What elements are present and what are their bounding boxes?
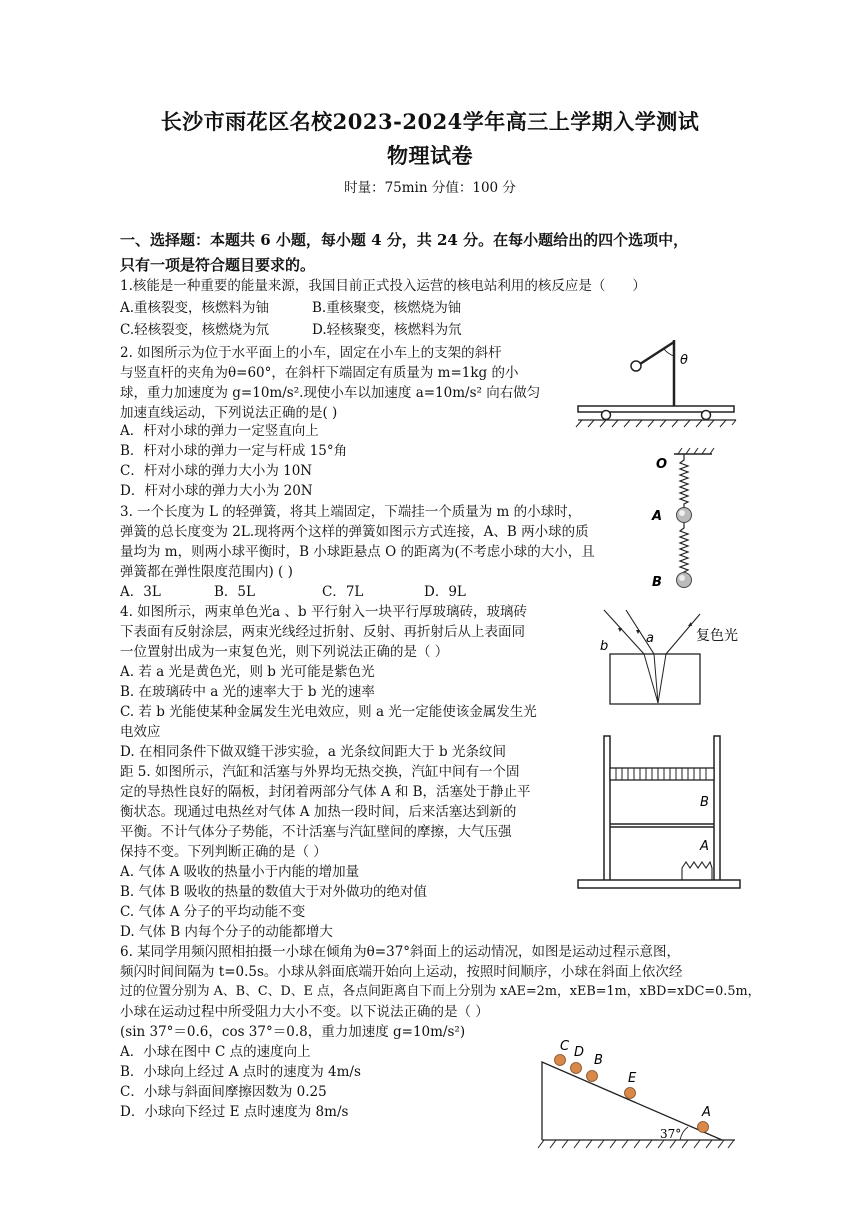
q3-option-c: C．7L: [322, 584, 364, 600]
q5-option-d: D. 气体 B 内每个分子的动能都增大: [120, 924, 333, 940]
q4-stem-line: 下表面有反射涂层，两束光线经过折射、反射、再折射后从上表面同: [120, 624, 525, 640]
q3-label-o: O: [656, 457, 668, 472]
q2-cart-figure: [574, 330, 744, 430]
q5-stem-line: 衡状态。现通过电热丝对气体 A 加热一段时间，后来活塞达到新的: [120, 804, 517, 820]
q4-glass-figure: [592, 606, 762, 708]
q5-stem-line: 平衡。不计气体分子势能，不计活塞与汽缸壁间的摩擦，大气压强: [120, 824, 512, 840]
q5-stem-line: 保持不变。下列判断正确的是（ ）: [120, 844, 327, 860]
section-heading-cont: 只有一项是符合题目要求的。: [120, 256, 316, 274]
q6-label-a: A: [702, 1105, 711, 1120]
q3-stem-line: 3. 一个长度为 L 的轻弹簧，将其上端固定，下端挂一个质量为 m 的小球时，: [120, 504, 582, 520]
q4-option-d: D. 在相同条件下做双缝干涉实验，a 光条纹间距大于 b 光条纹间: [120, 744, 506, 760]
q3-stem-line: 弹簧的总长度变为 2L.现将两个这样的弹簧如图示方式连接，A、B 两小球的质: [120, 524, 589, 540]
q2-option-a: A．杆对小球的弹力一定竖直向上: [120, 423, 319, 439]
q4-stem-line: 4. 如图所示，两束单色光a 、b 平行射入一块平行厚玻璃砖，玻璃砖: [120, 604, 527, 620]
q5-cylinder-figure: [574, 732, 744, 892]
q5-label-a: A: [700, 839, 709, 854]
q5-stem-line: 距 5. 如图所示，汽缸和活塞与外界均无热交换，汽缸中间有一个固: [120, 764, 520, 780]
q6-option-d: D．小球向下经过 E 点时速度为 8m/s: [120, 1104, 349, 1120]
q1-option-c: C.轻核裂变，核燃烧为氘: [120, 322, 270, 338]
exam-subject-title: 物理试卷: [387, 143, 473, 168]
q6-label-d: D: [574, 1045, 585, 1060]
exam-title: 长沙市雨花区名校2023-2024学年高三上学期入学测试: [160, 109, 700, 134]
q6-label-e: E: [628, 1071, 637, 1086]
q5-option-b: B. 气体 B 吸收的热量的数值大于对外做功的绝对值: [120, 884, 428, 900]
q4-label-b: b: [600, 639, 609, 654]
q5-option-a: A. 气体 A 吸收的热量小于内能的增加量: [120, 864, 360, 880]
q6-option-b: B．小球向上经过 A 点时的速度为 4m/s: [120, 1064, 361, 1080]
q6-angle-label: 37°: [660, 1127, 682, 1141]
q3-stem-line: 量均为 m，则两小球平衡时，B 小球距悬点 O 的距离为(不考虑小球的大小，且: [120, 544, 595, 560]
q4-label-mixed-light: 复色光: [696, 628, 738, 644]
q6-stem-line: 频闪时间间隔为 t=0.5s。小球从斜面底端开始向上运动，按照时间顺序，小球在斜面上依次经: [120, 964, 683, 980]
q4-option-c-cont: 电效应: [120, 724, 161, 740]
q2-angle-label: θ: [680, 353, 688, 368]
q6-stem-line: 6. 某同学用频闪照相拍摄一小球在倾角为θ=37°斜面上的运动情况，如图是运动过程示意图，: [120, 944, 681, 960]
q2-stem-line: 2. 如图所示为位于水平面上的小车，固定在小车上的支架的斜杆: [120, 345, 502, 361]
q3-option-b: B．5L: [214, 584, 255, 600]
q2-stem-line: 加速直线运动，下列说法正确的是( ): [120, 405, 338, 421]
q1-option-d: D.轻核聚变，核燃料为氘: [312, 322, 462, 338]
q3-option-a: A．3L: [120, 584, 161, 600]
q2-option-c: C．杆对小球的弹力大小为 10N: [120, 463, 313, 479]
q3-spring-figure: [648, 446, 718, 591]
q2-option-d: D．杆对小球的弹力大小为 20N: [120, 483, 313, 499]
q3-label-b: B: [652, 575, 662, 590]
q6-option-a: A．小球在图中 C 点的速度向上: [120, 1044, 311, 1060]
section-heading: 一、选择题：本题共 6 小题，每小题 4 分，共 24 分。在每小题给出的四个选项中，: [120, 231, 689, 249]
q1-option-a: A.重核裂变，核燃料为铀: [120, 300, 270, 316]
q5-label-b: B: [700, 795, 709, 810]
q5-stem-line: 定的导热性良好的隔板，封闭着两部分气体 A 和 B，活塞处于静止平: [120, 784, 531, 800]
q6-label-b: B: [594, 1053, 603, 1068]
q4-stem-line: 一位置射出成为一束复色光，则下列说法正确的是（ ）: [120, 644, 449, 660]
q4-option-c: C. 若 b 光能使某种金属发生光电效应，则 a 光一定能使该金属发生光: [120, 704, 537, 720]
q6-stem-line: (sin 37°＝0.6，cos 37°＝0.8，重力加速度 g=10m/s²): [120, 1024, 466, 1040]
q4-option-a: A. 若 a 光是黄色光，则 b 光可能是紫色光: [120, 664, 375, 680]
q6-stem-line: 小球在运动过程中所受阻力大小不变。以下说法正确的是（ ）: [120, 1004, 489, 1020]
q2-stem-line: 球，重力加速度为 g=10m/s².现使小车以加速度 a=10m/s² 向右做匀: [120, 385, 541, 401]
q3-option-d: D．9L: [424, 584, 466, 600]
q6-option-c: C．小球与斜面间摩擦因数为 0.25: [120, 1084, 327, 1100]
q4-label-a: a: [646, 631, 654, 646]
q3-label-a: A: [652, 509, 663, 524]
q2-stem-line: 与竖直杆的夹角为θ=60°，在斜杆下端固定有质量为 m=1kg 的小: [120, 365, 519, 381]
q1-option-b: B.重核聚变，核燃烧为铀: [312, 300, 462, 316]
q6-stem-line: 过的位置分别为 A、B、C、D、E 点，各点间距离自下而上分别为 xAE=2m，xEB=1m，xBD=xDC=0.5m，: [120, 984, 761, 999]
q6-incline-figure: [530, 1040, 745, 1155]
q4-option-b: B. 在玻璃砖中 a 光的速率大于 b 光的速率: [120, 684, 375, 700]
exam-info: 时量：75min 分值：100 分: [344, 180, 516, 196]
q3-stem-line: 弹簧都在弹性限度范围内) ( ): [120, 564, 293, 580]
q1-stem: 1.核能是一种重要的能量来源，我国目前正式投入运营的核电站利用的核反应是（ ）: [120, 278, 646, 294]
q2-option-b: B．杆对小球的弹力一定与杆成 15°角: [120, 443, 348, 459]
q6-label-c: C: [560, 1040, 570, 1054]
q5-option-c: C. 气体 A 分子的平均动能不变: [120, 904, 306, 920]
